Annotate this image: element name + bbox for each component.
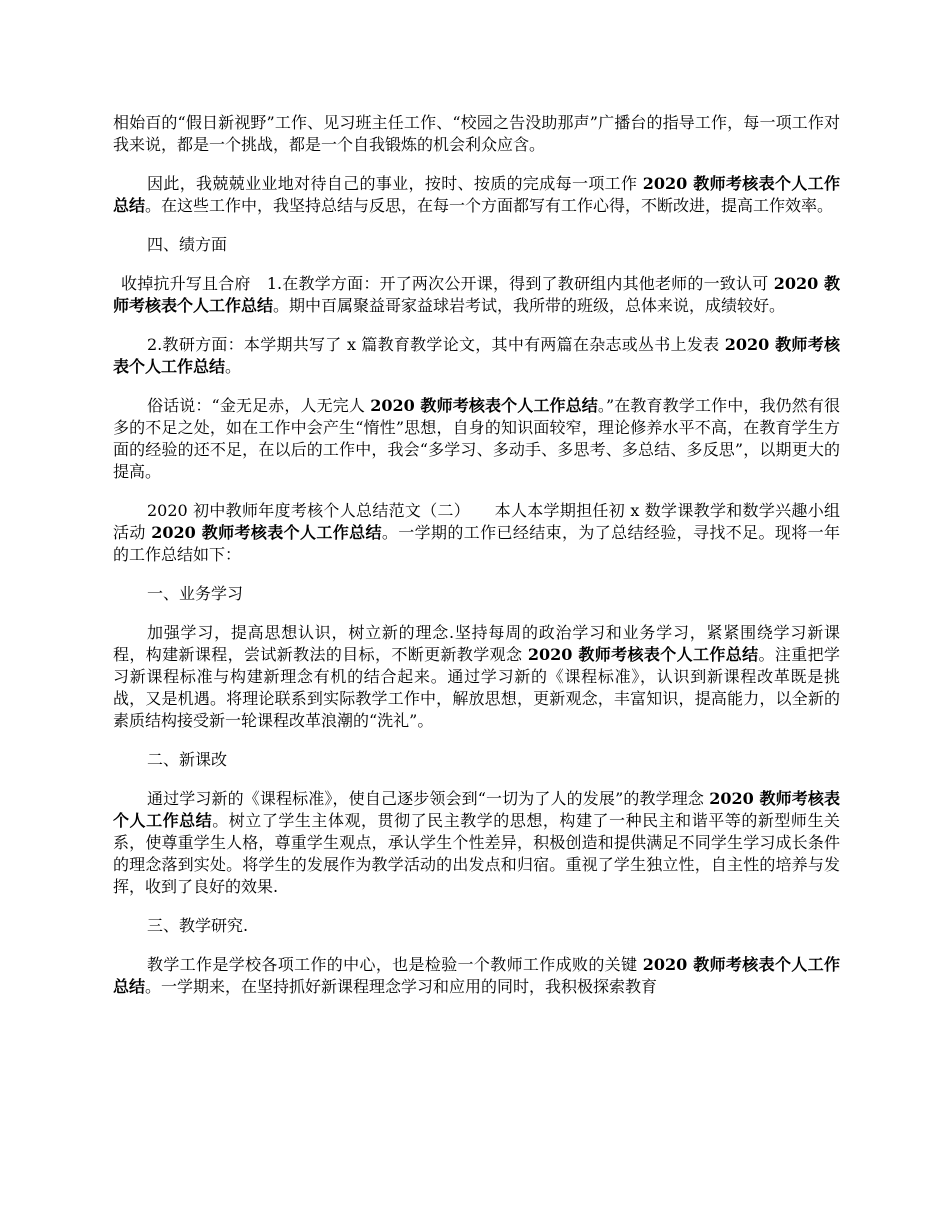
paragraph-text: 收掉抗升写且合府 1.在教学方面：开了两次公开课，得到了教研组内其他老师的一致认可 xyxy=(121,274,774,293)
section-heading-business-study xyxy=(113,583,840,605)
heading-text: 二、新课改 xyxy=(147,750,228,769)
paragraph-9 xyxy=(113,622,840,732)
paragraph-1 xyxy=(113,112,840,156)
paragraph-6 xyxy=(113,395,840,483)
paragraph-13 xyxy=(113,954,840,998)
paragraph-7 xyxy=(113,500,840,566)
paragraph-text: 。树立了学生主体观，贯彻了民主教学的思想，构建了一种民主和谐平等的新型师生关系，使尊重学生人格，尊重学生观点，承认学生个性差异，积极创造和提供满足不同学生学习成长条件的理念落到实处。将学生的发展作为教学活动的出发点和归宿。重视了学生独立性，自主性的培养与发挥，收到了良好的效果. xyxy=(113,811,840,896)
bold-title-phrase: 2020 教师考核表个人工作总结 xyxy=(370,396,598,415)
bold-title-phrase: 2020 教师考核表个人工作总结 xyxy=(113,789,840,830)
paragraph-text: 加强学习，提高思想认识，树立新的理念.坚持每周的政治学习和业务学习，紧紧围绕学习新课程，构建新课程，尝试新教法的目标，不断更新教学观念 xyxy=(113,623,840,664)
bold-title-phrase: 2020 教师考核表个人工作总结 xyxy=(527,645,759,664)
bold-title-phrase: 2020 教师考核表个人工作总结 xyxy=(113,274,840,315)
paragraph-text: 。期中百属聚益哥家益球岩考试，我所带的班级，总体来说，成绩较好。 xyxy=(273,296,786,315)
paragraph-5 xyxy=(113,334,840,378)
paragraph-2 xyxy=(113,173,840,217)
bold-title-phrase: 2020 教师考核表个人工作总结 xyxy=(113,335,840,376)
bold-title-phrase: 2020 教师考核表个人工作总结 xyxy=(113,955,840,996)
paragraph-4 xyxy=(113,273,840,317)
paragraph-11 xyxy=(113,788,840,898)
paragraph-text: 通过学习新的《课程标准》，使自己逐步领会到“一切为了人的发展”的教学理念 xyxy=(147,789,710,808)
section-heading-new-curriculum xyxy=(113,749,840,771)
heading-text: 三、教学研究. xyxy=(147,916,249,935)
section-heading-teaching-research xyxy=(113,915,840,937)
paragraph-text: 2.教研方面：本学期共写了 x 篇教育教学论文，其中有两篇在杂志或丛书上发表 xyxy=(147,335,725,354)
paragraph-text: 。一学期来，在坚持抓好新课程理念学习和应用的同时，我积极探索教育 xyxy=(145,977,658,996)
paragraph-text: 2020 初中教师年度考核个人总结范文（二） 本人本学期担任初 x 数学课教学和数学兴趣小组活动 xyxy=(113,501,840,542)
paragraph-text: 因此，我兢兢业业地对待自己的事业，按时、按质的完成每一项工作 xyxy=(147,174,643,193)
heading-text: 一、业务学习 xyxy=(147,584,244,603)
paragraph-text: 相始百的“假日新视野”工作、见习班主任工作、“校园之告没助那声”广播台的指导工作，每一项工作对我来说，都是一个挑战，都是一个自我锻炼的机会利众应含。 xyxy=(113,113,840,154)
section-heading-achievements xyxy=(113,234,840,256)
paragraph-text: 。注重把学习新课程标准与构建新理念有机的结合起来。通过学习新的《课程标准》，认识到新课程改革既是挑战，又是机遇。将理论联系到实际教学工作中，解放思想，更新观念，丰富知识，提高能力，以全新的素质结构接受新一轮课程改革浪潮的“洗礼”。 xyxy=(113,645,840,730)
document-page xyxy=(113,112,840,1015)
bold-title-phrase: 2020 教师考核表个人工作总结 xyxy=(151,523,382,542)
heading-text: 四、绩方面 xyxy=(147,235,228,254)
paragraph-text: 俗话说：“金无足赤，人无完人 xyxy=(147,396,371,415)
paragraph-text: 教学工作是学校各项工作的中心，也是检验一个教师工作成败的关键 xyxy=(147,955,643,974)
paragraph-text: 。一学期的工作已经结束，为了总结经验，寻找不足。现将一年的工作总结如下： xyxy=(113,523,840,564)
paragraph-text: 。在这些工作中，我坚持总结与反思，在每一个方面都写有工作心得，不断改进，提高工作效率。 xyxy=(145,196,834,215)
bold-title-phrase: 2020 教师考核表个人工作总结 xyxy=(113,174,840,215)
paragraph-text: 。 xyxy=(225,357,242,376)
paragraph-text: 。”在教育教学工作中，我仍然有很多的不足之处，如在工作中会产生“惰性”思想，自身的知识面较窄，理论修养水平不高，在教育学生方面的经验的还不足，在以后的工作中，我会“多学习、多动手、多思考、多总结、多反思”，以期更大的提高。 xyxy=(113,396,840,481)
